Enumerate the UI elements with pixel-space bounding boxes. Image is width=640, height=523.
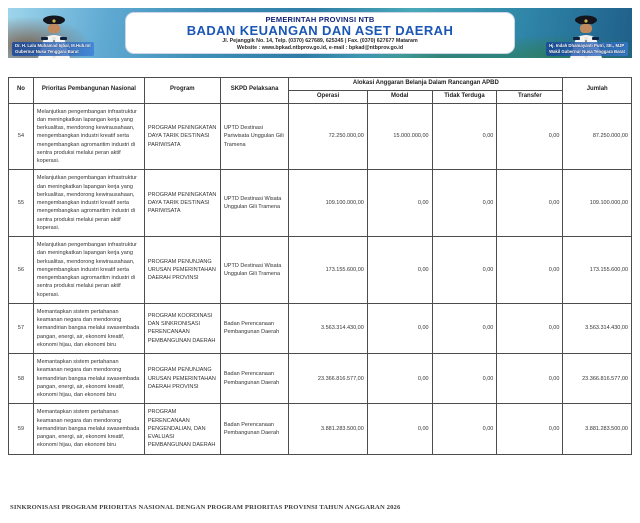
cell-tidak-terduga: 0,00 [432, 354, 497, 404]
cell-transfer: 0,00 [497, 404, 563, 454]
table-row [9, 103, 632, 170]
vice-governor-title-text: Wakil Gubernur Nusa Tenggara Barat [549, 49, 625, 55]
table-row [9, 404, 632, 454]
document-footer-title: SINKRONISASI PROGRAM PRIORITAS NASIONAL DENGAN PROGRAM PRIORITAS PROVINSI TAHUN ANGGARAN 2026 [10, 504, 401, 511]
cell-prioritas: Memantapkan sistem pertahanan keamanan negara dan mendorong kemandirian bangsa melalui swasembada pangan, energi, air, ekonomi kreatif, ekonomi hijau, dan ekonomi biru [33, 303, 144, 353]
budget-table [8, 77, 632, 455]
cell-skpd: Badan Perencanaan Pembangunan Daerah [220, 354, 289, 404]
cell-tidak-terduga: 0,00 [432, 170, 497, 237]
cell-tidak-terduga: 0,00 [432, 303, 497, 353]
governor-title-text: Gubernur Nusa Tenggara Barat [15, 49, 79, 55]
cell-jumlah: 87.250.000,00 [563, 103, 632, 170]
header-tidak-terduga: Tidak Terduga [432, 90, 497, 103]
cell-prioritas: Melanjutkan pengembangan infrastruktur dan meningkatkan lapangan kerja yang berkualitas, mendorong kewirausahaan, mengembangkan industri kreatif serta mengembangkan agromaritim industri di sentra produksi melalui peran aktif koperasi. [33, 103, 144, 170]
table-body [9, 103, 632, 454]
cell-jumlah: 3.881.283.500,00 [563, 404, 632, 454]
header-alokasi-group: Alokasi Anggaran Belanja Dalam Rancangan APBD [289, 78, 563, 91]
header-prioritas: Prioritas Pembangunan Nasional [33, 78, 144, 104]
cell-transfer: 0,00 [497, 303, 563, 353]
cell-no: 57 [9, 303, 34, 353]
vice-governor-name: Hj. Indah Dhamayanti Putri, SE., MJP [549, 43, 625, 49]
cell-tidak-terduga: 0,00 [432, 237, 497, 304]
cell-no: 54 [9, 103, 34, 170]
government-title: PEMERINTAH PROVINSI NTB [265, 15, 375, 24]
cell-operasi: 109.100.000,00 [289, 170, 367, 237]
cell-program: PROGRAM PENUNJANG URUSAN PEMERINTAHAN DAERAH PROVINSI [144, 237, 220, 304]
cell-modal: 0,00 [367, 170, 432, 237]
vice-governor-caption [546, 42, 628, 56]
table-row [9, 170, 632, 237]
cell-no: 58 [9, 354, 34, 404]
cell-skpd: UPTD Destinasi Wisata Unggulan Gili Tramena [220, 237, 289, 304]
cell-no: 56 [9, 237, 34, 304]
cell-transfer: 0,00 [497, 354, 563, 404]
table-row [9, 237, 632, 304]
cell-no: 55 [9, 170, 34, 237]
agency-header-box [125, 12, 515, 54]
cell-transfer: 0,00 [497, 170, 563, 237]
cell-jumlah: 23.366.816.577,00 [563, 354, 632, 404]
cell-modal: 0,00 [367, 237, 432, 304]
cell-transfer: 0,00 [497, 237, 563, 304]
cell-tidak-terduga: 0,00 [432, 103, 497, 170]
cell-operasi: 173.155.600,00 [289, 237, 367, 304]
cell-program: PROGRAM PERENCANAAN PENGENDALIAN, DAN EVALUASI PEMBANGUNAN DAERAH [144, 404, 220, 454]
header-skpd: SKPD Pelaksana [220, 78, 289, 104]
cell-program: PROGRAM PENINGKATAN DAYA TARIK DESTINASI PARIWISATA [144, 170, 220, 237]
cell-modal: 0,00 [367, 404, 432, 454]
table-row [9, 303, 632, 353]
cell-prioritas: Memantapkan sistem pertahanan keamanan negara dan mendorong kemandirian bangsa melalui swasembada pangan, energi, air, ekonomi kreatif, ekonomi hijau, dan ekonomi biru [33, 354, 144, 404]
agency-name: BADAN KEUANGAN DAN ASET DAERAH [186, 23, 454, 38]
cell-modal: 0,00 [367, 303, 432, 353]
cell-transfer: 0,00 [497, 103, 563, 170]
cell-program: PROGRAM PENINGKATAN DAYA TARIK DESTINASI PARIWISATA [144, 103, 220, 170]
cell-operasi: 3.881.283.500,00 [289, 404, 367, 454]
cell-modal: 15.000.000,00 [367, 103, 432, 170]
cell-skpd: UPTD Destinasi Pariwisata Unggulan Gili Tramena [220, 103, 289, 170]
cell-prioritas: Memantapkan sistem pertahanan keamanan negara dan mendorong kemandirian bangsa melalui swasembada pangan, energi, air, ekonomi kreatif, ekonomi hijau, dan ekonomi biru [33, 404, 144, 454]
cell-program: PROGRAM KOORDINASI DAN SINKRONISASI PERENCANAAN PEMBANGUNAN DAERAH [144, 303, 220, 353]
governor-name: Dr. H. Lalu Muhamad Iqbal, M.Hub.Int [15, 43, 91, 49]
cell-program: PROGRAM PENUNJANG URUSAN PEMERINTAHAN DAERAH PROVINSI [144, 354, 220, 404]
header-program: Program [144, 78, 220, 104]
cell-operasi: 72.250.000,00 [289, 103, 367, 170]
header-no: No [9, 78, 34, 104]
cell-prioritas: Melanjutkan pengembangan infrastruktur dan meningkatkan lapangan kerja yang berkualitas, mendorong kewirausahaan, mengembangkan industri kreatif serta mengembangkan agromaritim industri di sentra produksi melalui peran aktif koperasi. [33, 237, 144, 304]
cell-modal: 0,00 [367, 354, 432, 404]
agency-address: Jl. Pejanggik No. 14, Telp. (0370) 627689, 625345 | Fax. (0370) 627677 Mataram [222, 38, 418, 45]
header-operasi: Operasi [289, 90, 367, 103]
header-transfer: Transfer [497, 90, 563, 103]
cell-jumlah: 109.100.000,00 [563, 170, 632, 237]
cell-jumlah: 173.155.600,00 [563, 237, 632, 304]
letterhead-banner [8, 8, 632, 58]
cell-skpd: UPTD Destinasi Wisata Unggulan Gili Tramena [220, 170, 289, 237]
cell-operasi: 3.563.314.430,00 [289, 303, 367, 353]
cell-jumlah: 3.563.314.430,00 [563, 303, 632, 353]
header-jumlah: Jumlah [563, 78, 632, 104]
cell-skpd: Badan Perencanaan Pembangunan Daerah [220, 303, 289, 353]
cell-prioritas: Melanjutkan pengembangan infrastruktur dan meningkatkan lapangan kerja yang berkualitas, mendorong kewirausahaan, mengembangkan industri kreatif serta mengembangkan agromaritim industri di sentra produksi melalui peran aktif koperasi. [33, 170, 144, 237]
governor-caption [12, 42, 94, 56]
cell-skpd: Badan Perencanaan Pembangunan Daerah [220, 404, 289, 454]
cell-operasi: 23.366.816.577,00 [289, 354, 367, 404]
agency-website-email: Website : www.bpkad.ntbprov.go.id, e-mail : bpkad@ntbprov.go.id [236, 44, 404, 51]
table-row [9, 354, 632, 404]
cell-tidak-terduga: 0,00 [432, 404, 497, 454]
table-header [9, 78, 632, 104]
header-modal: Modal [367, 90, 432, 103]
cell-no: 59 [9, 404, 34, 454]
